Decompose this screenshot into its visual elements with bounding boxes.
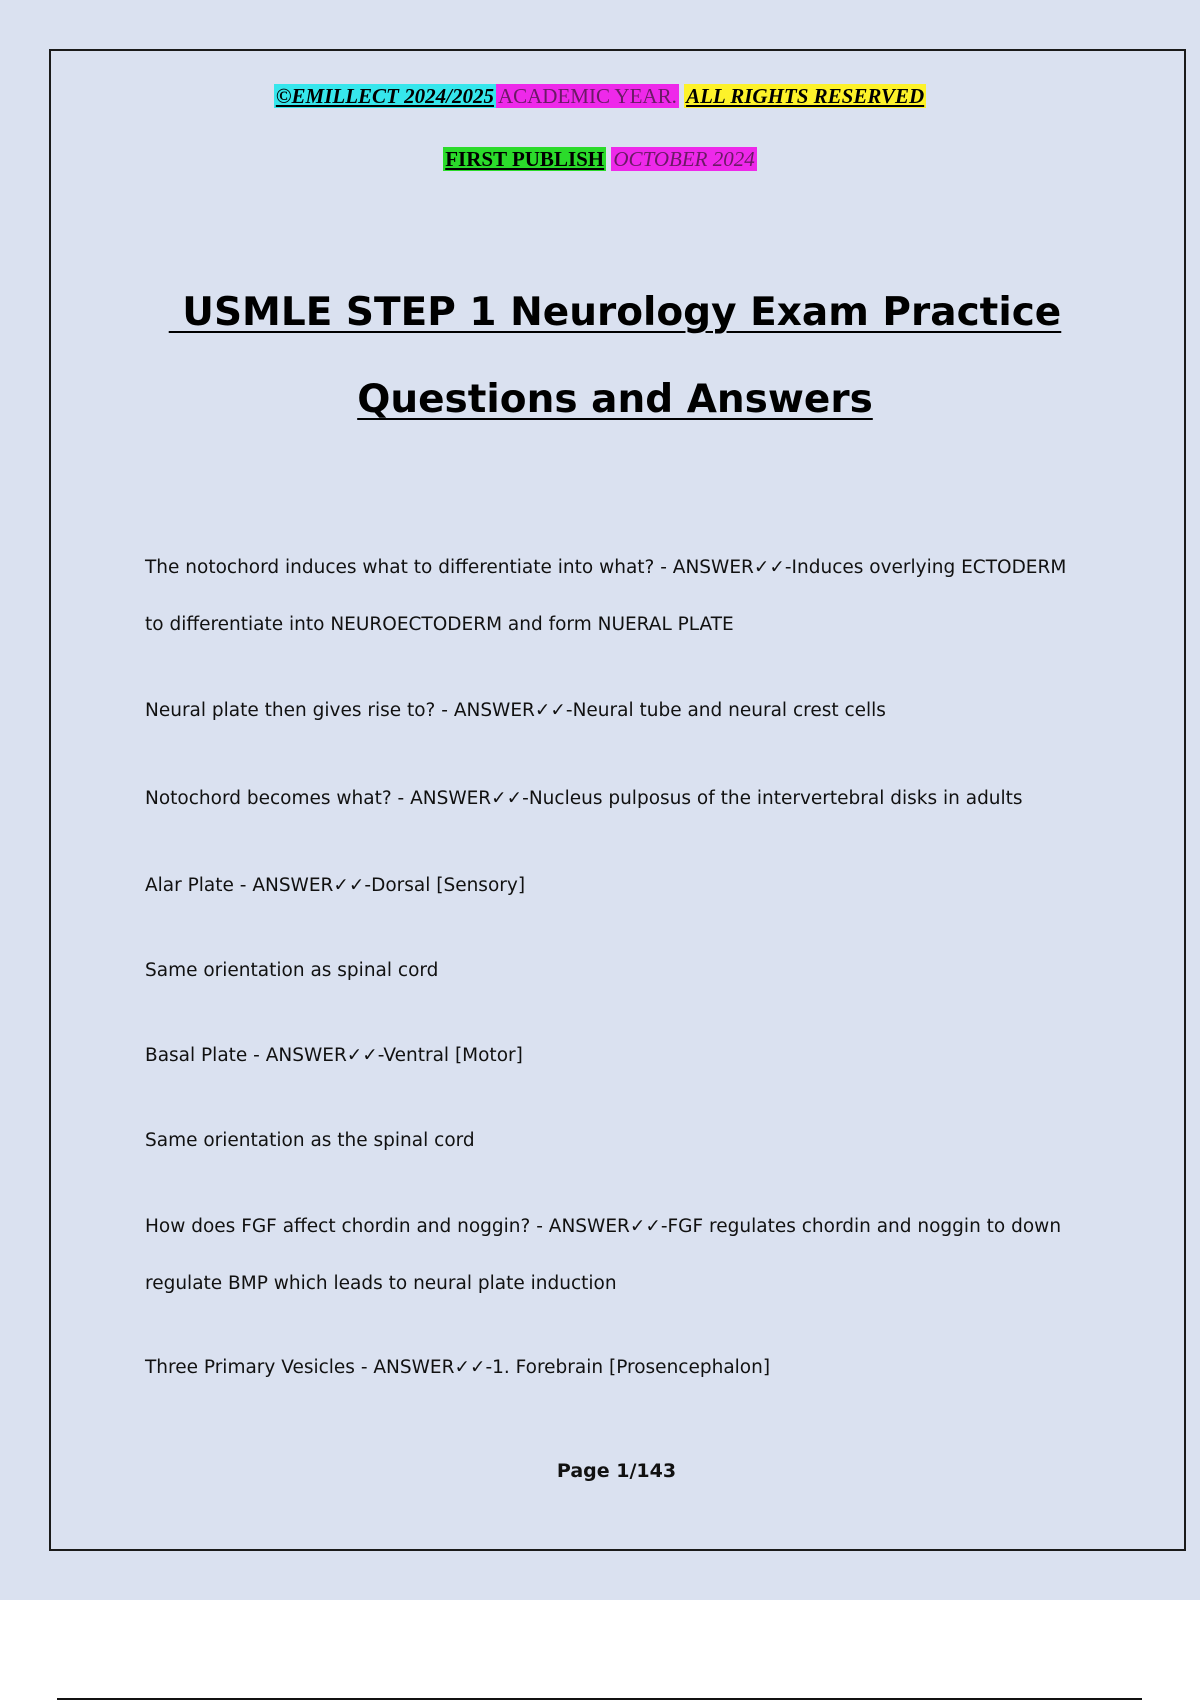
qa-entry-basal-orientation: Same orientation as the spinal cord: [145, 1130, 475, 1151]
first-publish-text: FIRST PUBLISH: [445, 147, 605, 171]
rights-reserved-text: ALL RIGHTS RESERVED: [686, 84, 925, 108]
copyright-text: ©EMILLECT 2024/2025: [275, 84, 494, 108]
qa-entry-primary-vesicles: Three Primary Vesicles - ANSWER✓✓-1. Forebrain [Prosencephalon]: [145, 1357, 771, 1378]
qa-entry-basal-plate: Basal Plate - ANSWER✓✓-Ventral [Motor]: [145, 1045, 523, 1066]
document-title-line-2: Questions and Answers: [357, 377, 873, 422]
publish-month-text: OCTOBER 2024: [613, 147, 755, 171]
page-number: Page 1/143: [556, 1460, 677, 1482]
academic-year-text: ACADEMIC YEAR.: [497, 84, 677, 108]
qa-entry-neural-plate: Neural plate then gives rise to? - ANSWER✓✓-Neural tube and neural crest cells: [145, 700, 886, 721]
qa-entry-fgf: How does FGF affect chordin and noggin? - ANSWER✓✓-FGF regulates chordin and noggin to down regulate BMP which leads to neural plate induction: [145, 1216, 1062, 1294]
qa-entry-notochord-becomes: Notochord becomes what? - ANSWER✓✓-Nucleus pulposus of the intervertebral disks in adults: [145, 788, 1023, 809]
qa-entry-notochord: The notochord induces what to differentiate into what? - ANSWER✓✓-Induces overlying ECTODERM to differentiate into NEUROECTODERM and form NUERAL PLATE: [145, 557, 1067, 635]
publish-line: [0, 147, 1200, 171]
document-title-line-1: USMLE STEP 1 Neurology Exam Practice: [168, 290, 1062, 335]
qa-entry-alar-orientation: Same orientation as spinal cord: [145, 960, 439, 981]
copyright-line: [0, 84, 1200, 108]
qa-entry-alar-plate: Alar Plate - ANSWER✓✓-Dorsal [Sensory]: [145, 875, 526, 896]
